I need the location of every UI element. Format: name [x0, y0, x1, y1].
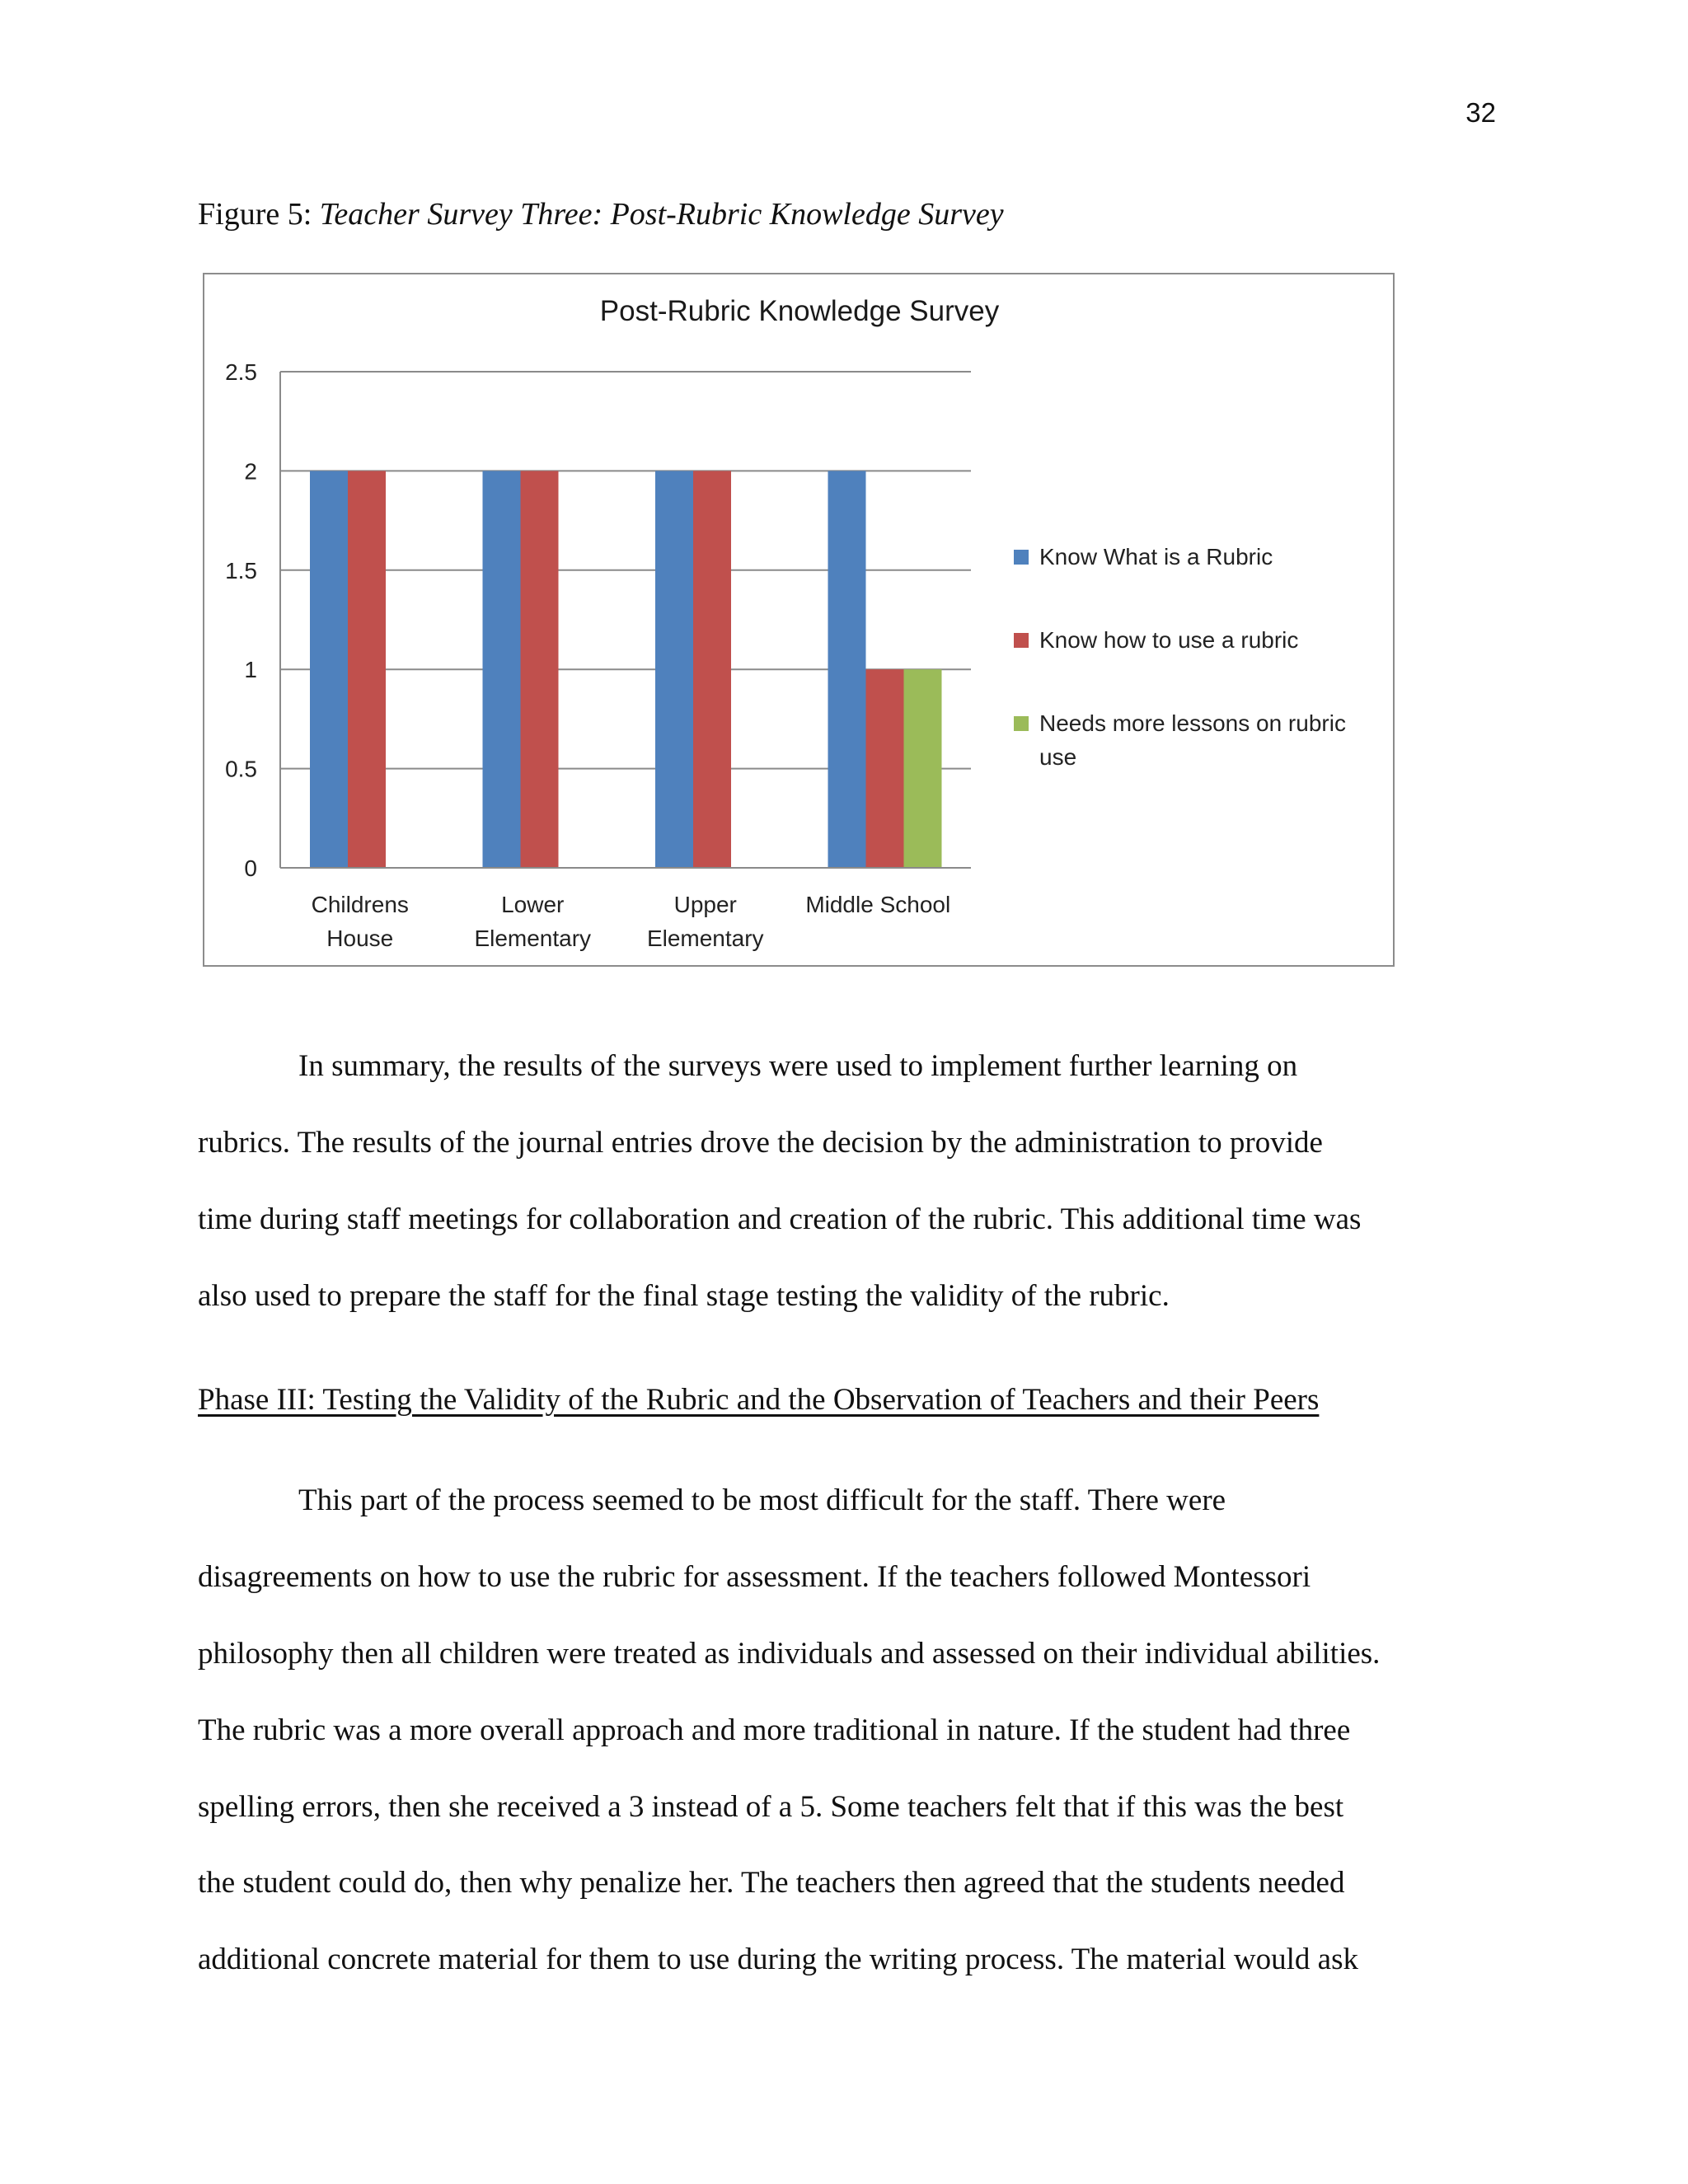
- chart-title: Post-Rubric Knowledge Survey: [599, 295, 1000, 327]
- bar: [828, 471, 866, 868]
- phase3-line-2: disagreements on how to use the rubric for assessment. If the teachers followed Montessori: [198, 1560, 1311, 1594]
- phase3-line-1: This part of the process seemed to be most difficult for the staff. There were: [298, 1483, 1226, 1517]
- legend-swatch: [1014, 633, 1029, 648]
- legend-label: Know how to use a rubric: [1039, 627, 1299, 653]
- phase3-line-5: spelling errors, then she received a 3 instead of a 5. Some teachers felt that if this was the best: [198, 1790, 1344, 1824]
- y-tick-label: 1: [244, 657, 257, 683]
- y-tick-label: 2: [244, 458, 257, 485]
- legend-label: use: [1039, 744, 1077, 770]
- bar-chart: [204, 274, 1396, 968]
- x-tick-label: Upper: [673, 892, 737, 917]
- summary-line-1: In summary, the results of the surveys were used to implement further learning on: [298, 1049, 1298, 1083]
- figure-caption: [198, 196, 1004, 232]
- figure-label: Figure 5:: [198, 197, 320, 232]
- chart-frame: [203, 273, 1395, 967]
- legend-label: Know What is a Rubric: [1039, 544, 1273, 569]
- phase3-line-3: philosophy then all children were treated as individuals and assessed on their individual abilities.: [198, 1637, 1381, 1671]
- section-heading: Phase III: Testing the Validity of the Rubric and the Observation of Teachers and their Peers: [198, 1383, 1320, 1417]
- legend-label: Needs more lessons on rubric: [1039, 710, 1346, 736]
- x-tick-label: Childrens: [311, 892, 409, 917]
- y-tick-label: 1.5: [225, 557, 257, 583]
- x-tick-label: Middle School: [805, 892, 951, 917]
- bar: [310, 471, 348, 868]
- legend-swatch: [1014, 550, 1029, 565]
- figure-title: Teacher Survey Three: Post-Rubric Knowledge Survey: [319, 197, 1004, 232]
- bar: [866, 669, 904, 868]
- bar: [521, 471, 559, 868]
- y-tick-label: 0: [244, 855, 257, 881]
- bar: [348, 471, 386, 868]
- phase3-line-7: additional concrete material for them to use during the writing process. The material would ask: [198, 1943, 1358, 1976]
- y-tick-label: 2.5: [225, 359, 257, 385]
- x-tick-label: Elementary: [646, 926, 764, 951]
- bar: [483, 471, 521, 868]
- page-number: 32: [1465, 97, 1496, 128]
- bar: [904, 669, 942, 868]
- phase3-line-4: The rubric was a more overall approach and more traditional in nature. If the student had three: [198, 1713, 1351, 1747]
- bar: [655, 471, 693, 868]
- summary-line-3: time during staff meetings for collaboration and creation of the rubric. This additional time was: [198, 1202, 1362, 1236]
- x-tick-label: Elementary: [474, 926, 592, 951]
- x-tick-label: House: [326, 926, 394, 951]
- bar: [693, 471, 731, 868]
- y-tick-label: 0.5: [225, 756, 257, 782]
- x-tick-label: Lower: [501, 892, 565, 917]
- legend-swatch: [1014, 716, 1029, 731]
- summary-line-4: also used to prepare the staff for the final stage testing the validity of the rubric.: [198, 1279, 1170, 1313]
- summary-line-2: rubrics. The results of the journal entries drove the decision by the administration to provide: [198, 1126, 1323, 1160]
- phase3-line-6: the student could do, then why penalize her. The teachers then agreed that the students needed: [198, 1866, 1345, 1900]
